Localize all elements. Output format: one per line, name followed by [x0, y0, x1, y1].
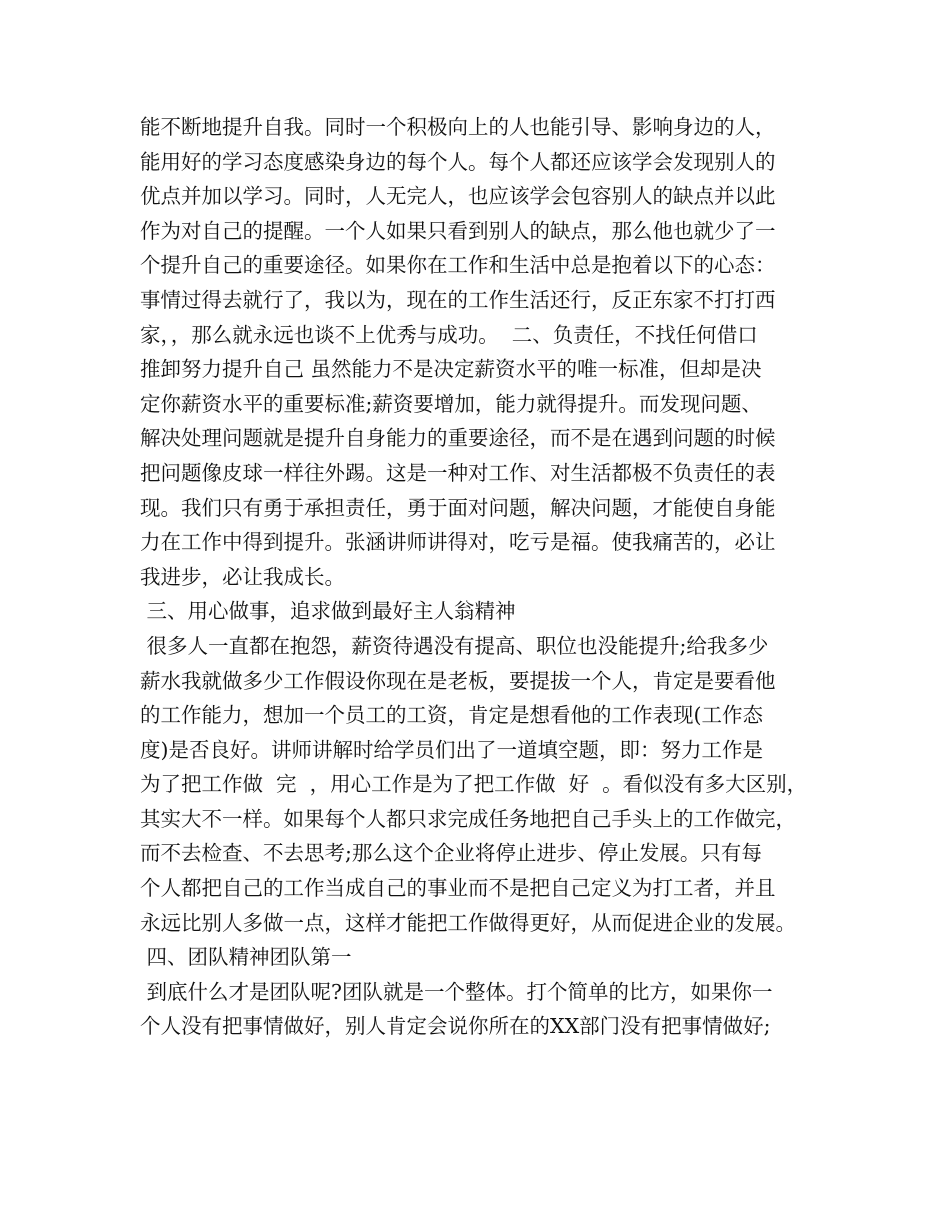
text-line: 永远比别人多做一点，这样才能把工作做得更好，从而促进企业的发展。 — [140, 910, 796, 935]
text-line: 薪水我就做多少工作假设你现在是老板，要提拔一个人，肯定是要看他 — [140, 668, 776, 693]
text-line: 力在工作中得到提升。张涵讲师讲得对，吃亏是福。使我痛苦的，必让 — [140, 530, 776, 555]
text-line: 个人都把自己的工作当成自己的事业而不是把自己定义为打工者，并且 — [140, 876, 776, 901]
text-line: 定你薪资水平的重要标准;薪资要增加，能力就得提升。而发现问题、 — [140, 391, 762, 416]
text-line: 个人没有把事情做好，别人肯定会说你所在的XX部门没有把事情做好; — [140, 1014, 771, 1039]
text-line: 到底什么才是团队呢?团队就是一个整体。打个简单的比方，如果你一 — [140, 979, 773, 1004]
text-line: 其实大不一样。如果每个人都只求完成任务地把自己手头上的工作做完， — [140, 806, 796, 831]
text-line: 优点并加以学习。同时，人无完人，也应该学会包容别人的缺点并以此 — [140, 184, 776, 209]
section-heading: 三、用心做事，追求做到最好主人翁精神 — [140, 599, 516, 624]
text-line: 现。我们只有勇于承担责任，勇于面对问题，解决问题，才能使自身能 — [140, 495, 776, 520]
text-line: 的工作能力，想加一个员工的工资，肯定是想看他的工作表现(工作态 — [140, 703, 763, 728]
text-line: 而不去检查、不去思考;那么这个企业将停止进步、停止发展。只有每 — [140, 841, 762, 866]
text-line: 作为对自己的提醒。一个人如果只看到别人的缺点，那么他也就少了一 — [140, 218, 776, 243]
text-line: 把问题像皮球一样往外踢。这是一种对工作、对生活都极不负责任的表 — [140, 460, 776, 485]
text-line: 我进步，必让我成长。 — [140, 564, 345, 589]
text-line: 能不断地提升自我。同时一个积极向上的人也能引导、影响身边的人， — [140, 115, 776, 139]
text-line: 解决处理问题就是提升自身能力的重要途径，而不是在遇到问题的时候 — [140, 426, 776, 451]
section-heading: 四、团队精神团队第一 — [140, 945, 352, 970]
text-line: 个提升自己的重要途径。如果你在工作和生活中总是抱着以下的心态： — [140, 253, 776, 278]
text-line: 为了把工作做 完 ，用心工作是为了把工作做 好 。看似没有多大区别， — [140, 772, 808, 797]
text-line: 度)是否良好。讲师讲解时给学员们出了一道填空题，即：努力工作是 — [140, 737, 763, 762]
text-line: 推卸努力提升自己 虽然能力不是决定薪资水平的唯一标准，但却是决 — [140, 357, 762, 382]
text-line: 很多人一直都在抱怨，薪资待遇没有提高、职位也没能提升;给我多少 — [140, 633, 769, 658]
text-line: 事情过得去就行了，我以为，现在的工作生活还行，反正东家不打打西 — [140, 287, 776, 312]
text-line: 能用好的学习态度感染身边的每个人。每个人都还应该学会发现别人的 — [140, 149, 776, 174]
document-body — [140, 110, 830, 1044]
text-line: 家，，那么就永远也谈不上优秀与成功。 二、负责任，不找任何借口 — [140, 322, 758, 347]
